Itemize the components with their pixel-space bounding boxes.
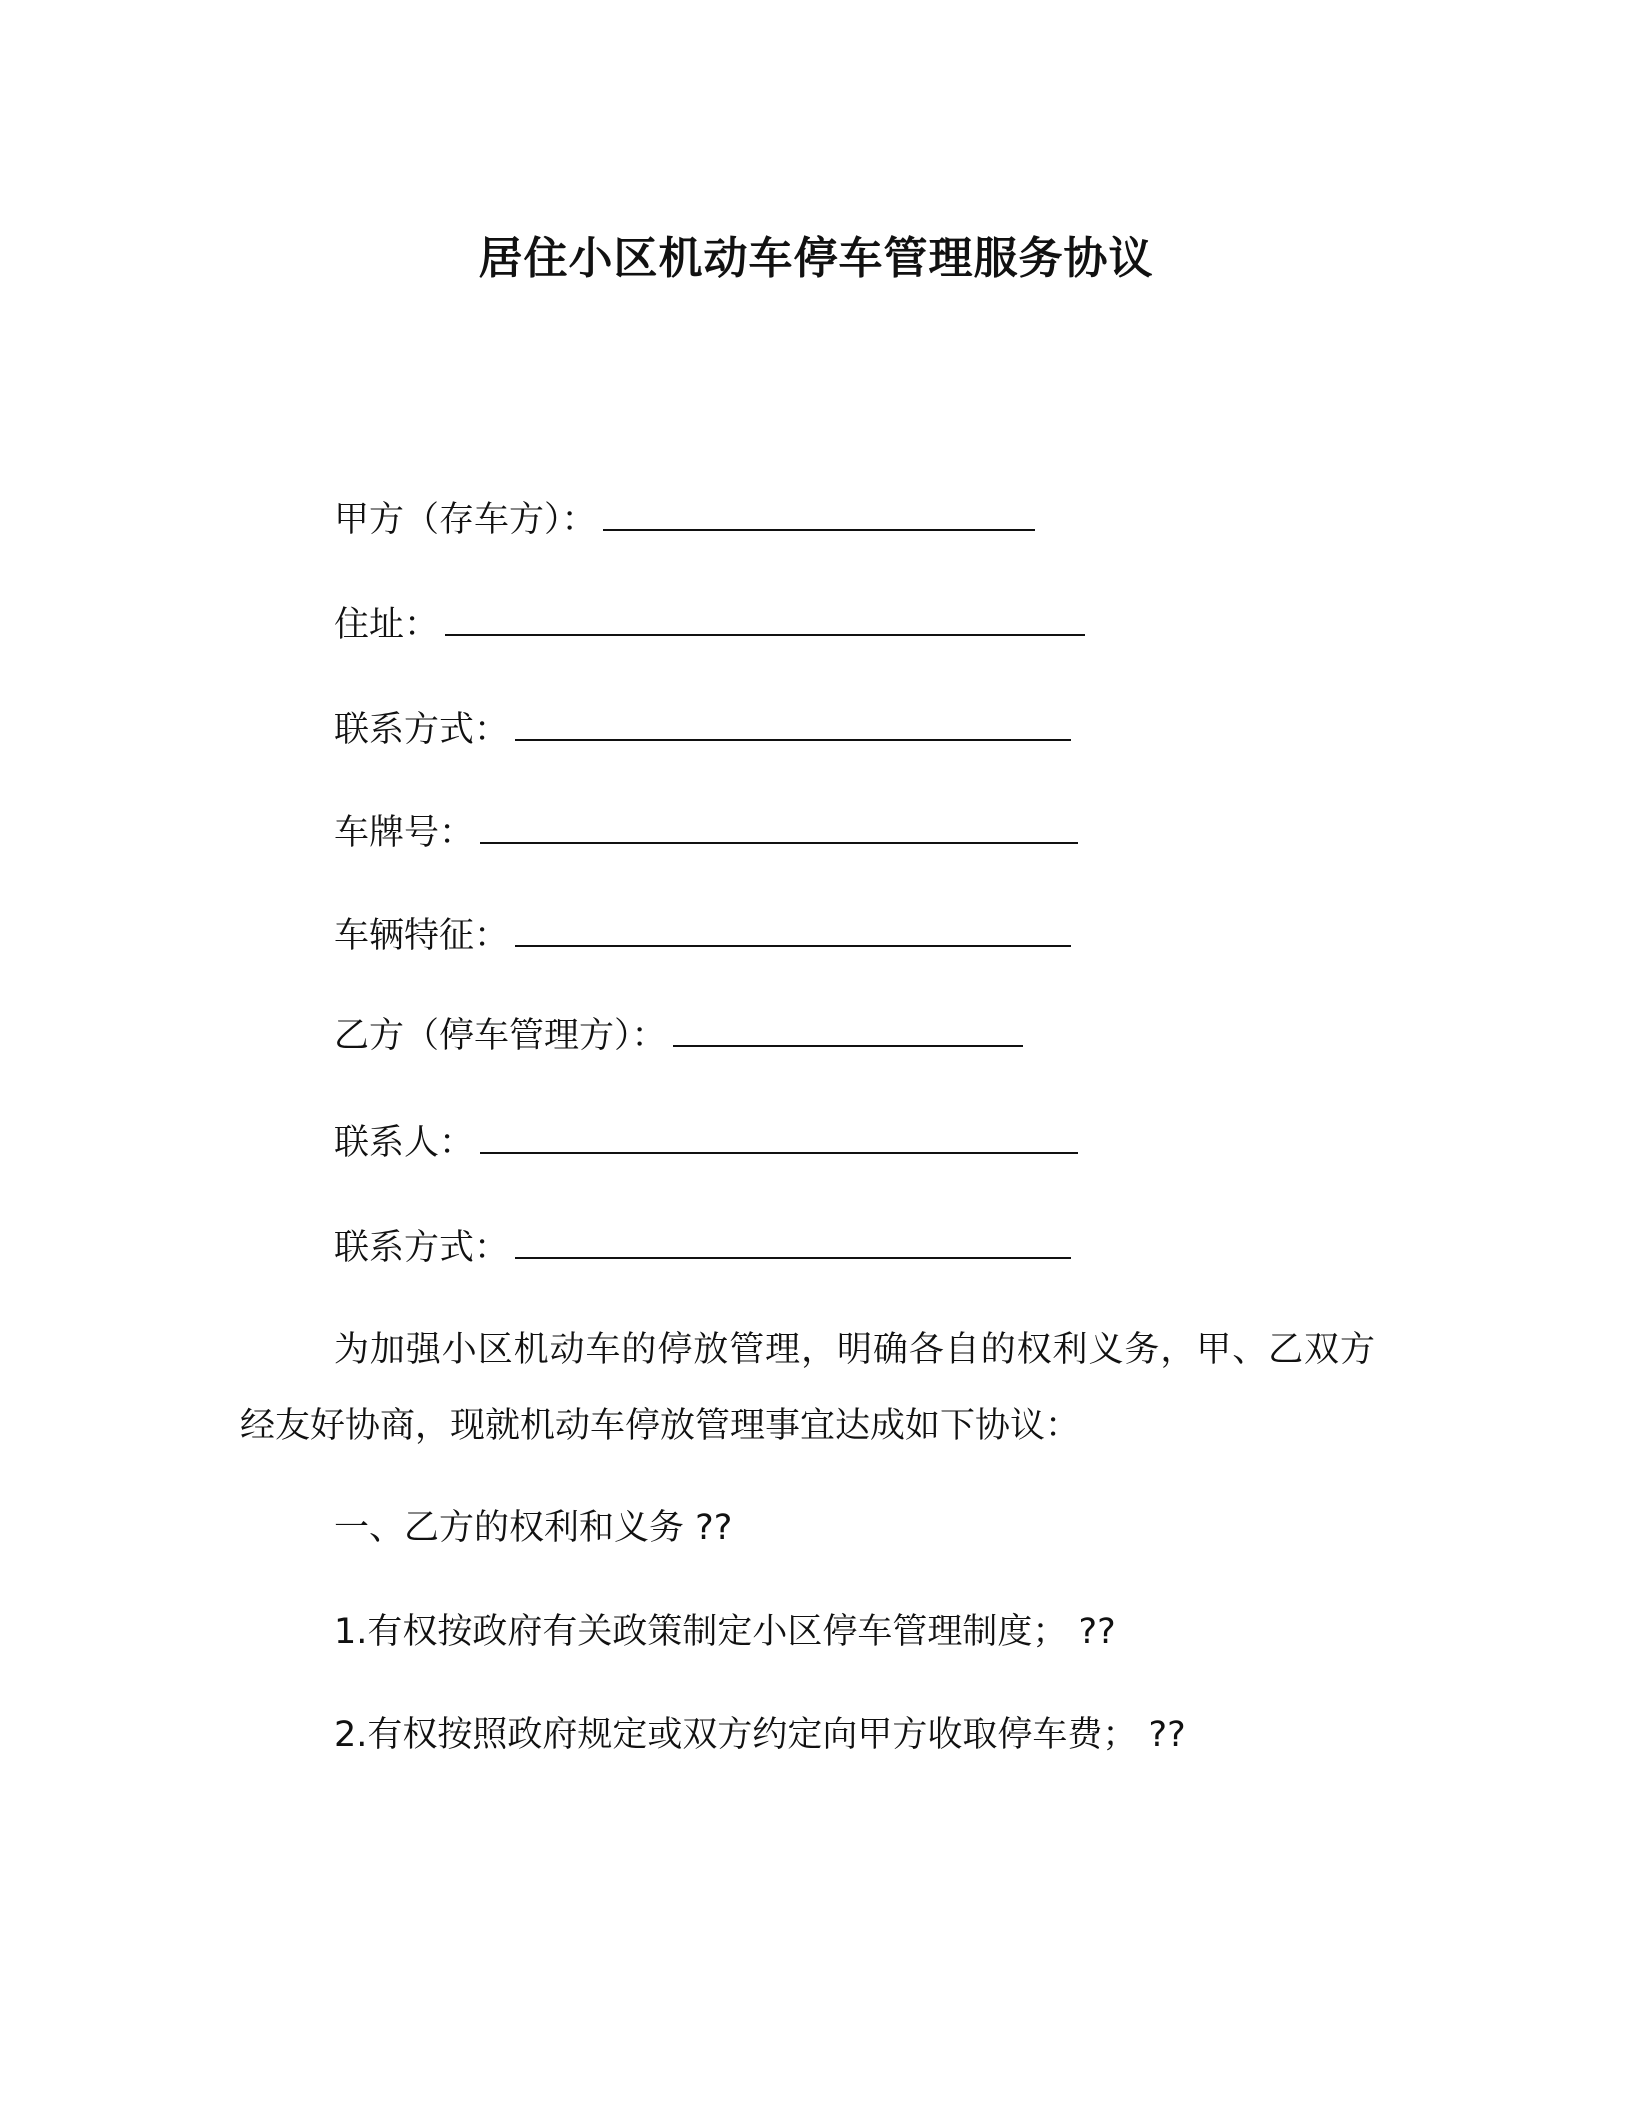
field-label: 联系人： (334, 1123, 475, 1163)
document-title: 居住小区机动车停车管理服务协议 (478, 233, 1154, 284)
field-contact-person (334, 1121, 1078, 1165)
blank-line[interactable] (445, 604, 1085, 636)
field-label: 车牌号： (334, 813, 475, 853)
intro-paragraph: 为加强小区机动车的停放管理，明确各自的权利义务，甲、乙双方经友好协商，现就机动车停放管理事宜达成如下协议： (240, 1330, 1375, 1446)
blank-line[interactable] (515, 1227, 1071, 1259)
blank-line[interactable] (673, 1015, 1023, 1047)
blank-line[interactable] (480, 812, 1078, 844)
blank-line[interactable] (515, 709, 1071, 741)
blank-line[interactable] (603, 499, 1035, 531)
field-vehicle-features (334, 914, 1071, 958)
field-contact-a (334, 708, 1071, 752)
blank-line[interactable] (480, 1122, 1078, 1154)
section-heading: 一、乙方的权利和义务 ?? (334, 1508, 733, 1548)
field-label: 住址： (334, 605, 440, 645)
field-label: 乙方（停车管理方）： (334, 1016, 667, 1056)
field-address (334, 603, 1085, 647)
field-label: 甲方（存车方）： (334, 500, 597, 540)
blank-line[interactable] (515, 915, 1071, 947)
clause-item: 2.有权按照政府规定或双方约定向甲方收取停车费； ?? (334, 1715, 1186, 1755)
field-party-a (334, 498, 1035, 542)
field-label: 车辆特征： (334, 916, 510, 956)
field-label: 联系方式： (334, 1228, 510, 1268)
field-contact-b (334, 1226, 1071, 1270)
clause-item: 1.有权按政府有关政策制定小区停车管理制度； ?? (334, 1612, 1116, 1652)
field-label: 联系方式： (334, 710, 510, 750)
field-plate-number (334, 811, 1078, 855)
field-party-b (334, 1014, 1023, 1058)
